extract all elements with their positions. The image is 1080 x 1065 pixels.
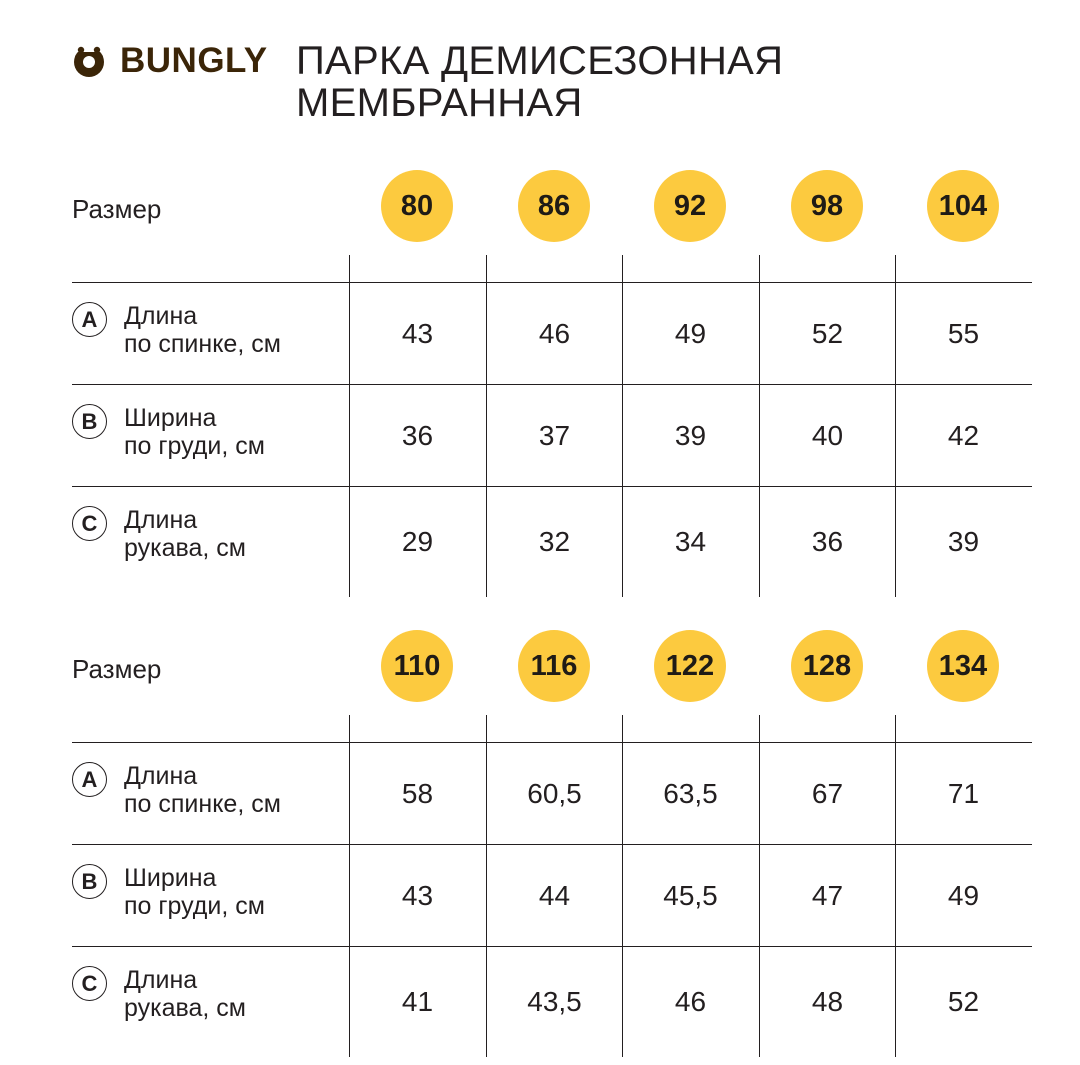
size-badge: 122 bbox=[654, 630, 726, 702]
measurement-value: 42 bbox=[947, 419, 980, 451]
size-badge: 104 bbox=[927, 170, 999, 242]
measurement-row bbox=[72, 742, 1032, 844]
brand-logo bbox=[72, 43, 268, 79]
measurement-letter-badge: A bbox=[72, 762, 107, 797]
measurement-value: 43,5 bbox=[527, 986, 582, 1017]
measurement-value: 48 bbox=[811, 986, 844, 1017]
measurement-value: 44 bbox=[538, 879, 571, 911]
size-badge: 116 bbox=[518, 630, 590, 702]
size-badge: 86 bbox=[518, 170, 590, 242]
measurement-letter-badge: C bbox=[72, 506, 107, 541]
size-badge: 134 bbox=[927, 630, 999, 702]
column-divider-gap bbox=[72, 255, 1032, 282]
measurement-value: 52 bbox=[947, 986, 980, 1017]
measurement-value: 47 bbox=[811, 879, 844, 911]
column-divider bbox=[895, 715, 896, 742]
size-badge: 98 bbox=[791, 170, 863, 242]
measurement-value: 34 bbox=[674, 526, 707, 557]
measurement-letter-badge: C bbox=[72, 966, 107, 1001]
column-divider-gap bbox=[72, 715, 1032, 742]
measurement-value: 58 bbox=[401, 777, 434, 809]
column-divider bbox=[622, 255, 623, 282]
size-label: Размер bbox=[72, 194, 162, 224]
measurement-value: 52 bbox=[811, 317, 844, 349]
size-header-row bbox=[72, 160, 1032, 255]
size-label: Размер bbox=[72, 654, 162, 684]
measurement-letter-badge: B bbox=[72, 864, 107, 899]
measurement-value: 43 bbox=[401, 317, 434, 349]
bungly-logo-icon bbox=[72, 44, 106, 78]
brand-name: BUNGLY bbox=[120, 41, 268, 80]
measurement-letter-badge: B bbox=[72, 404, 107, 439]
measurement-value: 46 bbox=[538, 317, 571, 349]
size-table bbox=[72, 620, 1032, 1057]
measurement-letter-badge: A bbox=[72, 302, 107, 337]
measurement-value: 37 bbox=[538, 419, 571, 451]
measurement-value: 40 bbox=[811, 419, 844, 451]
measurement-name: Ширина по груди, см bbox=[124, 864, 265, 920]
measurement-value: 55 bbox=[947, 317, 980, 349]
measurement-name: Ширина по груди, см bbox=[124, 404, 265, 460]
size-badge: 80 bbox=[381, 170, 453, 242]
measurement-value: 71 bbox=[947, 777, 980, 809]
measurement-value: 29 bbox=[401, 526, 434, 557]
measurement-value: 36 bbox=[401, 419, 434, 451]
column-divider bbox=[349, 255, 350, 282]
measurement-value: 43 bbox=[401, 879, 434, 911]
size-badge: 110 bbox=[381, 630, 453, 702]
column-divider bbox=[622, 715, 623, 742]
page-title: ПАРКА ДЕМИСЕЗОННАЯ МЕМБРАННАЯ bbox=[296, 39, 784, 125]
column-divider bbox=[759, 715, 760, 742]
measurement-row bbox=[72, 844, 1032, 946]
measurement-value: 45,5 bbox=[663, 879, 718, 911]
page-header bbox=[72, 40, 1032, 130]
measurement-value: 49 bbox=[674, 317, 707, 349]
measurement-name: Длина рукава, см bbox=[124, 966, 246, 1022]
measurement-value: 36 bbox=[811, 526, 844, 557]
measurement-name: Длина рукава, см bbox=[124, 506, 246, 562]
measurement-value: 46 bbox=[674, 986, 707, 1017]
measurement-row bbox=[72, 384, 1032, 486]
column-divider bbox=[486, 255, 487, 282]
measurement-value: 49 bbox=[947, 879, 980, 911]
column-divider bbox=[486, 715, 487, 742]
measurement-value: 67 bbox=[811, 777, 844, 809]
measurement-value: 32 bbox=[538, 526, 571, 557]
measurement-value: 41 bbox=[401, 986, 434, 1017]
measurement-row bbox=[72, 282, 1032, 384]
measurement-value: 39 bbox=[674, 419, 707, 451]
measurement-name: Длина по спинке, см bbox=[124, 762, 281, 818]
column-divider bbox=[349, 715, 350, 742]
measurement-value: 39 bbox=[947, 526, 980, 557]
size-badge: 128 bbox=[791, 630, 863, 702]
size-badge: 92 bbox=[654, 170, 726, 242]
measurement-value: 63,5 bbox=[663, 777, 718, 809]
size-table bbox=[72, 160, 1032, 597]
measurement-name: Длина по спинке, см bbox=[124, 302, 281, 358]
column-divider bbox=[759, 255, 760, 282]
size-header-row bbox=[72, 620, 1032, 715]
measurement-row bbox=[72, 486, 1032, 597]
measurement-row bbox=[72, 946, 1032, 1057]
column-divider bbox=[895, 255, 896, 282]
measurement-value: 60,5 bbox=[527, 777, 582, 809]
